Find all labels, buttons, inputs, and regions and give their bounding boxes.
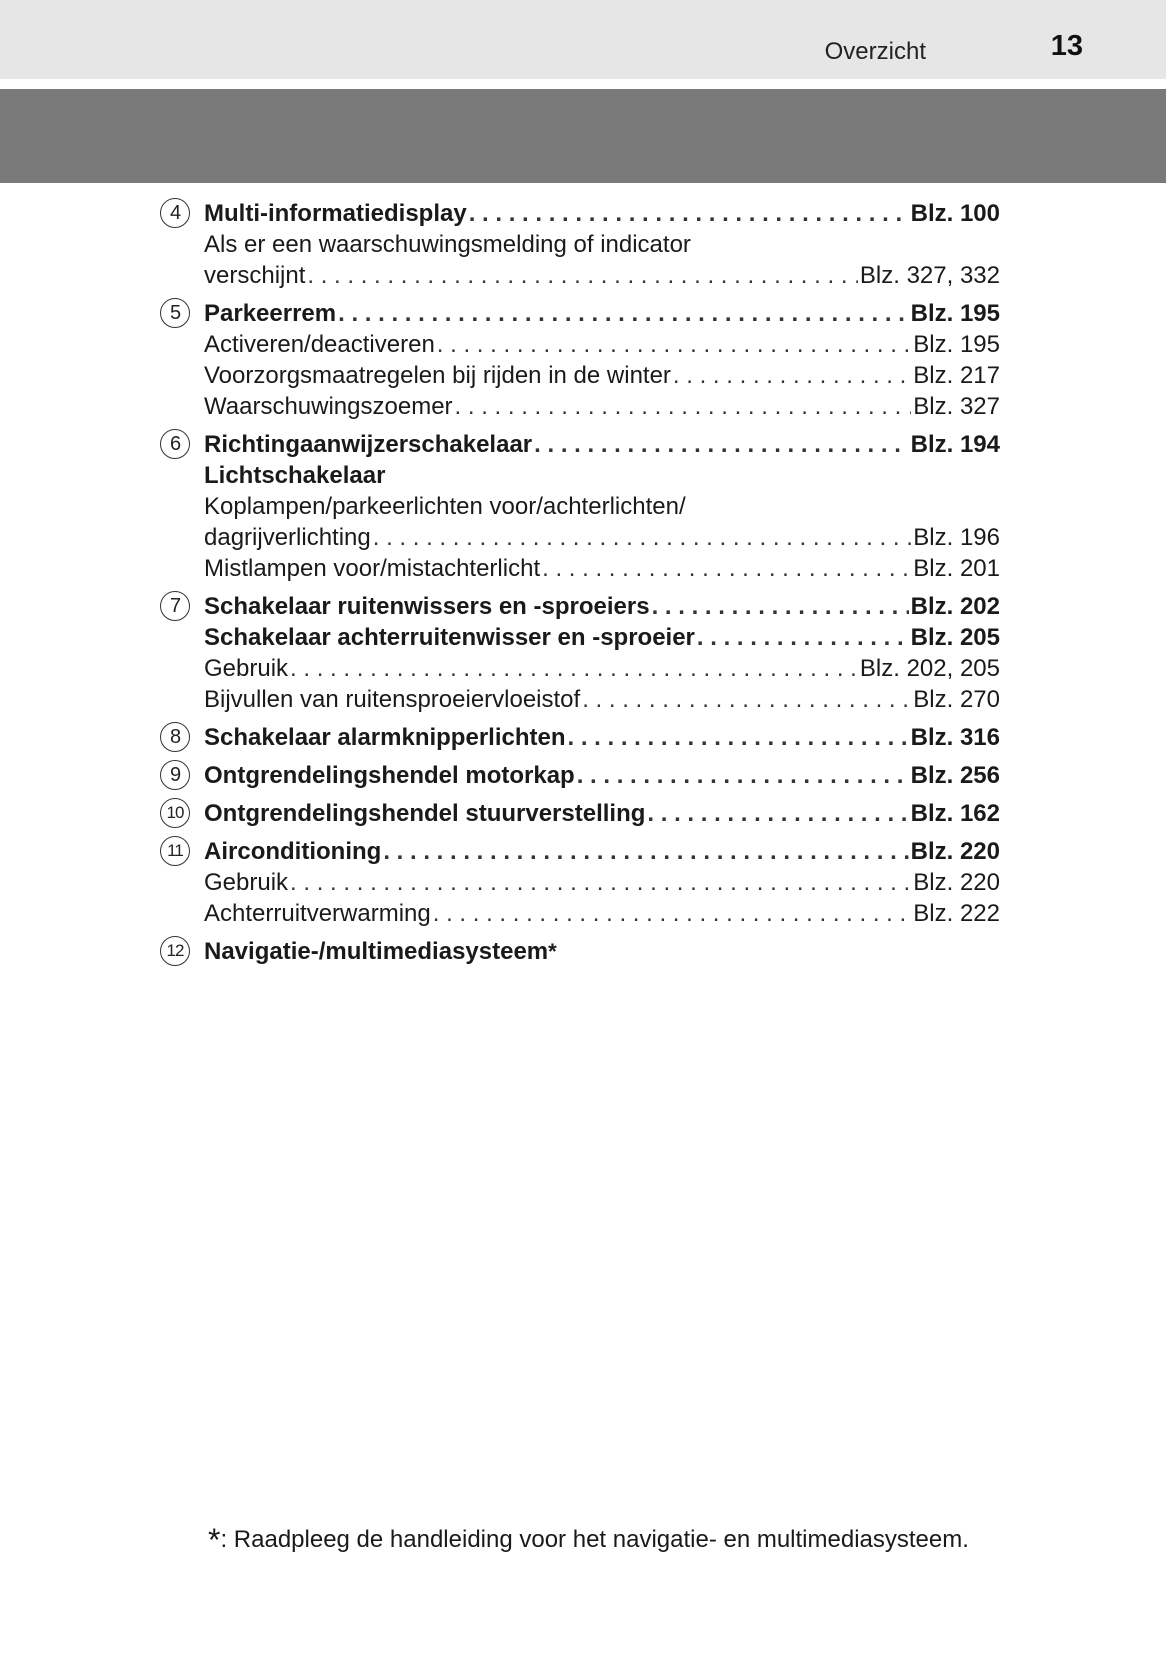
dot-leader (455, 391, 912, 422)
index-group (158, 722, 1000, 753)
dot-leader (437, 329, 911, 360)
index-entry-main (204, 722, 1000, 753)
index-entry-sub (204, 684, 1000, 715)
dot-leader (542, 553, 911, 584)
entry-label: Achterruitverwarming (204, 900, 431, 927)
index-list (158, 198, 1000, 974)
page-reference: Blz. 202 (910, 593, 1000, 620)
dot-leader (673, 360, 911, 391)
entry-label: Lichtschakelaar (204, 462, 386, 489)
index-entry-main (204, 198, 1000, 229)
header-gap (0, 79, 1166, 89)
footnote (208, 1522, 969, 1559)
page-reference: Blz. 194 (910, 431, 1000, 458)
dot-leader (383, 836, 908, 867)
index-entry-sub (204, 229, 1000, 260)
page-reference: Blz. 316 (910, 724, 1000, 751)
page-number: 13 (1050, 30, 1083, 62)
entry-label: Multi-informatiedisplay (204, 200, 467, 227)
dot-leader (534, 429, 908, 460)
index-entry-sub (204, 260, 1000, 291)
entry-label: Parkeerrem (204, 300, 337, 327)
index-group (158, 298, 1000, 422)
page-reference: Blz. 100 (910, 200, 1000, 227)
entry-label: Richtingaanwijzerschakelaar (204, 431, 533, 458)
dot-leader (577, 760, 909, 791)
index-entry-sub (204, 553, 1000, 584)
entry-label: Waarschuwingszoemer (204, 393, 453, 420)
entry-label: Schakelaar ruitenwissers en -sproeiers (204, 593, 650, 620)
entry-label: Navigatie-/multimediasysteem (204, 938, 549, 965)
page-reference: Blz. 222 (913, 900, 1000, 927)
header-dark-band (0, 89, 1166, 183)
page-reference: Blz. 162 (910, 800, 1000, 827)
index-group (158, 198, 1000, 291)
page-reference: Blz. 256 (910, 762, 1000, 789)
dot-leader (290, 867, 911, 898)
page-reference: Blz. 205 (910, 624, 1000, 651)
index-entry-main (204, 836, 1000, 867)
entry-label: verschijnt (204, 262, 306, 289)
index-entry-main: Navigatie-/multimediasysteem * (204, 938, 557, 965)
item-number-badge: 10 (160, 798, 190, 828)
index-entry-sub (204, 522, 1000, 553)
entry-label: Schakelaar alarmknipperlichten (204, 724, 566, 751)
item-number-badge: 12 (160, 936, 190, 966)
index-entry-sub (204, 360, 1000, 391)
page-reference: Blz. 195 (913, 331, 1000, 358)
item-number-badge: 5 (160, 298, 190, 328)
index-entry-sub (204, 391, 1000, 422)
dot-leader (697, 622, 909, 653)
page-reference: Blz. 195 (910, 300, 1000, 327)
page-reference: Blz. 217 (913, 362, 1000, 389)
dot-leader (469, 198, 909, 229)
index-group (158, 836, 1000, 929)
index-entry-main (204, 760, 1000, 791)
index-group (158, 429, 1000, 584)
index-entry-main (204, 591, 1000, 622)
index-group (158, 591, 1000, 715)
entry-label: dagrijverlichting (204, 524, 371, 551)
dot-leader (433, 898, 912, 929)
index-entry-sub (204, 491, 1000, 522)
entry-label: Voorzorgsmaatregelen bij rijden in de winter (204, 362, 671, 389)
item-number-badge: 4 (160, 198, 190, 228)
page-reference: Blz. 327, 332 (859, 262, 1000, 289)
dot-leader (647, 798, 908, 829)
item-number-badge: 7 (160, 591, 190, 621)
entry-label: Schakelaar achterruitenwisser en -sproeier (204, 624, 695, 651)
dot-leader (307, 260, 858, 291)
item-number-badge: 9 (160, 760, 190, 790)
page-reference: Blz. 201 (913, 555, 1000, 582)
index-entry-sub (204, 898, 1000, 929)
index-entry-main (204, 429, 1000, 460)
index-entry-sub (204, 329, 1000, 360)
index-entry-main (204, 798, 1000, 829)
entry-label: Ontgrendelingshendel motorkap (204, 762, 575, 789)
page-reference: Blz. 220 (913, 869, 1000, 896)
dot-leader (373, 522, 912, 553)
page-reference: Blz. 327 (913, 393, 1000, 420)
item-number-badge: 8 (160, 722, 190, 752)
page-reference: Blz. 202, 205 (859, 655, 1000, 682)
dot-leader (290, 653, 858, 684)
entry-label: Mistlampen voor/mistachterlicht (204, 555, 541, 582)
dot-leader (568, 722, 909, 753)
index-entry-main (204, 298, 1000, 329)
page-reference: Blz. 220 (910, 838, 1000, 865)
index-group (158, 760, 1000, 791)
entry-label: Bijvullen van ruitensproeiervloeistof (204, 686, 581, 713)
footnote-text: : Raadpleeg de handleiding voor het navigatie- en multimediasysteem. (220, 1526, 969, 1553)
dot-leader (338, 298, 909, 329)
entry-label: Gebruik (204, 655, 289, 682)
item-number-badge: 6 (160, 429, 190, 459)
footnote-marker: * (208, 1522, 221, 1558)
section-title: Overzicht (824, 38, 926, 65)
dot-leader (582, 684, 911, 715)
dot-leader (652, 591, 909, 622)
index-group (158, 936, 1000, 967)
entry-label: Als er een waarschuwingsmelding of indicator (204, 231, 691, 258)
entry-label: Gebruik (204, 869, 289, 896)
page-reference: Blz. 196 (913, 524, 1000, 551)
header-band (0, 0, 1166, 79)
entry-label: Ontgrendelingshendel stuurverstelling (204, 800, 646, 827)
index-group (158, 798, 1000, 829)
index-entry-main (204, 622, 1000, 653)
entry-label: Koplampen/parkeerlichten voor/achterlichten/ (204, 493, 686, 520)
entry-label: Airconditioning (204, 838, 382, 865)
index-entry-main (204, 460, 1000, 491)
page-reference: Blz. 270 (913, 686, 1000, 713)
index-entry-sub (204, 653, 1000, 684)
index-entry-sub (204, 867, 1000, 898)
item-number-badge: 11 (160, 836, 190, 866)
entry-label: Activeren/deactiveren (204, 331, 435, 358)
